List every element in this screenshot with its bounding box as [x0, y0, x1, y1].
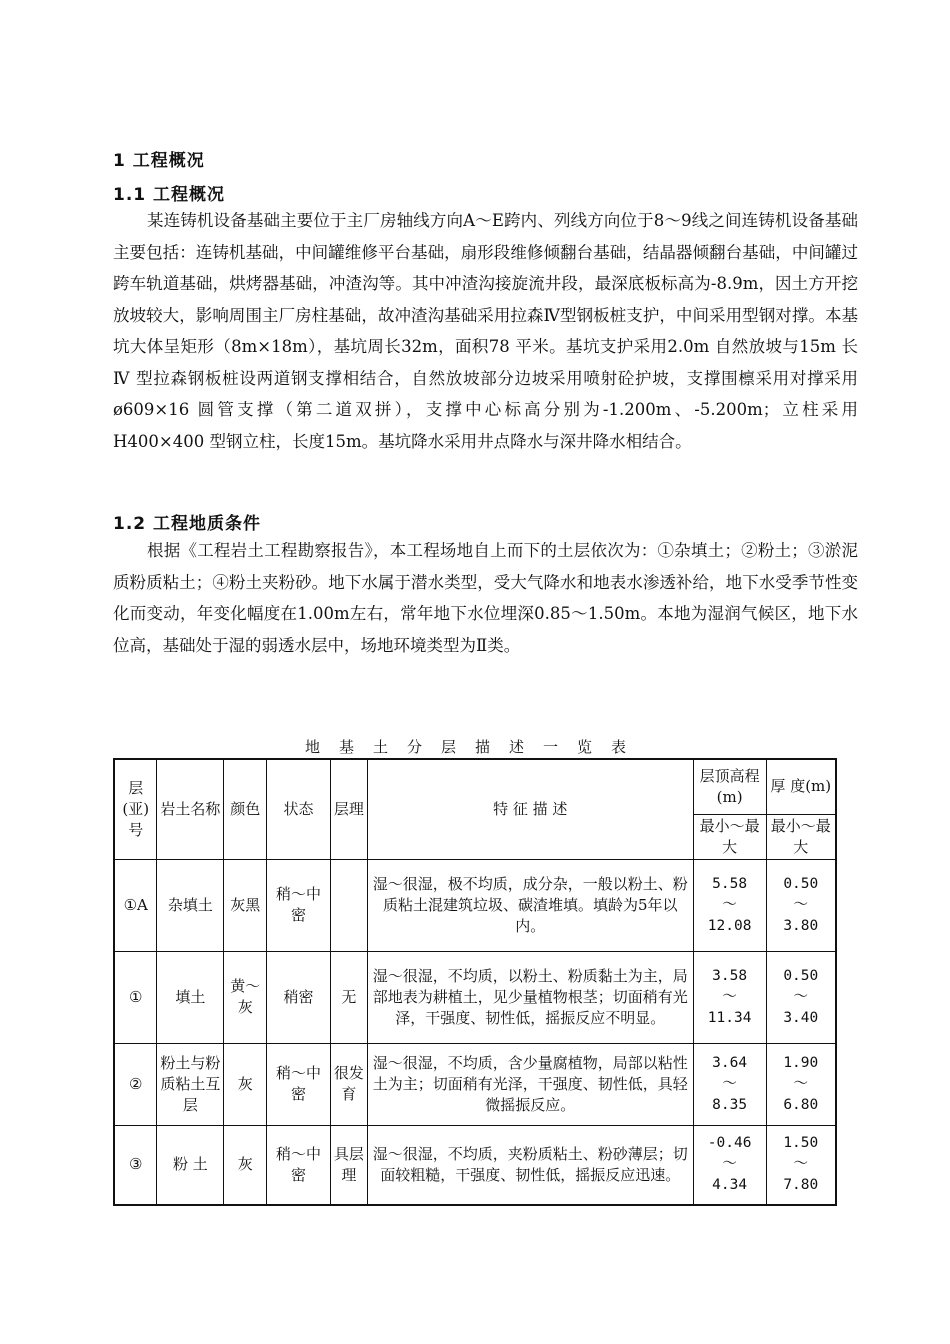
cell-bedding: 无	[330, 951, 367, 1043]
cell-color: 黄～灰	[224, 951, 267, 1043]
tilde: ～	[793, 1075, 809, 1092]
value-min: 3.58	[712, 967, 748, 984]
header-thickness: 厚 度(m)	[766, 759, 836, 814]
tilde: ～	[722, 896, 737, 913]
value-min: -0.46	[707, 1135, 752, 1152]
value-max: 12.08	[707, 917, 752, 934]
value-max: 6.80	[783, 1096, 819, 1113]
cell-thickness-range	[766, 859, 836, 951]
cell-features: 湿～很湿，不均质，夹粉质粘土、粉砂薄层；切面较粗糙，干强度、韧性低，摇振反应迅速。	[367, 1125, 693, 1205]
value-max: 7.80	[783, 1177, 819, 1194]
cell-name: 杂填土	[157, 859, 224, 951]
cell-layer: ①	[114, 951, 157, 1043]
table-caption: 地基土分层描述一览表	[304, 738, 645, 756]
value-min: 1.90	[783, 1054, 819, 1071]
tilde: ～	[793, 1156, 809, 1173]
tilde: ～	[722, 1075, 737, 1092]
cell-color: 灰黑	[224, 859, 267, 951]
cell-name: 粉土与粉质粘土互层	[157, 1043, 224, 1125]
header-name: 岩土名称	[157, 759, 224, 859]
cell-thickness-range	[766, 1125, 836, 1205]
table-row	[114, 1043, 836, 1125]
cell-top-range	[693, 1043, 766, 1125]
cell-features: 湿～很湿，不均质，含少量腐植物，局部以粘性土为主；切面稍有光泽，干强度、韧性低，具轻微摇振反应。	[367, 1043, 693, 1125]
value-min: 3.64	[712, 1054, 748, 1071]
header-state: 状态	[267, 759, 331, 859]
header-features: 特 征 描 述	[367, 759, 693, 859]
value-max: 11.34	[707, 1009, 752, 1026]
value-max: 4.34	[712, 1177, 748, 1194]
heading-1-2: 1.2 工程地质条件	[113, 514, 262, 534]
cell-layer: ③	[114, 1125, 157, 1205]
cell-thickness-range	[766, 1043, 836, 1125]
tilde: ～	[722, 1156, 737, 1173]
cell-color: 灰	[224, 1125, 267, 1205]
table-row	[114, 951, 836, 1043]
header-top-elevation: 层顶高程(m)	[693, 759, 766, 814]
cell-features: 湿～很湿，极不均质，成分杂，一般以粉土、粉质粘土混建筑垃圾、碳渣堆填。填龄为5年以内。	[367, 859, 693, 951]
soil-layer-table	[113, 758, 837, 1206]
cell-layer: ①A	[114, 859, 157, 951]
cell-state: 稍～中密	[267, 1043, 331, 1125]
value-min: 1.50	[783, 1135, 819, 1152]
cell-color: 灰	[224, 1043, 267, 1125]
paragraph-overview: 某连铸机设备基础主要位于主厂房轴线方向A～E跨内、列线方向位于8～9线之间连铸机设备基础主要包括：连铸机基础，中间罐维修平台基础，扇形段维修倾翻台基础，结晶器倾翻台基础，中间罐过跨车轨道基础，烘烤器基础，冲渣沟等。其中冲渣沟接旋流井段，最深底板标高为-8.9m，因土方开挖放坡较大，影响周围主厂房柱基础，故冲渣沟基础采用拉森Ⅳ型钢板桩支护，中间采用型钢对撑。本基坑大体呈矩形（8m×18m），基坑周长32m，面积78 平米。基坑支护采用2.0m 自然放坡与15m 长Ⅳ 型拉森钢板桩设两道钢支撑相结合，自然放坡部分边坡采用喷射砼护坡，支撑围檩采用对撑采用ø609×16 圆管支撑（第二道双拼），支撑中心标高分别为-1.200m、-5.200m；立柱采用H400×400 型钢立柱，长度15m。基坑降水采用井点降水与深井降水相结合。	[113, 211, 858, 451]
value-max: 8.35	[712, 1096, 748, 1113]
cell-top-range	[693, 951, 766, 1043]
paragraph-geology: 根据《工程岩土工程勘察报告》，本工程场地自上而下的土层依次为：①杂填土；②粉土；③淤泥质粉质粘土；④粉土夹粉砂。地下水属于潜水类型，受大气降水和地表水渗透补给，地下水受季节性变化而变动，年变化幅度在1.00m左右，常年地下水位埋深0.85～1.50m。本地为湿润气候区，地下水位高，基础处于湿的弱透水层中，场地环境类型为Ⅱ类。	[113, 541, 858, 655]
table-row	[114, 859, 836, 951]
cell-features: 湿～很湿，不均质，以粉土、粉质黏土为主，局部地表为耕植土，见少量植物根茎；切面稍有光泽，干强度、韧性低，摇振反应不明显。	[367, 951, 693, 1043]
heading-1-1: 1.1 工程概况	[113, 185, 226, 205]
header-color: 颜色	[224, 759, 267, 859]
cell-top-range	[693, 859, 766, 951]
table-row	[114, 1125, 836, 1205]
tilde: ～	[793, 896, 809, 913]
cell-bedding	[330, 859, 367, 951]
cell-thickness-range	[766, 951, 836, 1043]
header-thickness-range: 最小～最大	[766, 814, 836, 859]
value-max: 3.40	[783, 1009, 819, 1026]
cell-state: 稍密	[267, 951, 331, 1043]
tilde: ～	[793, 988, 809, 1005]
cell-top-range	[693, 1125, 766, 1205]
value-min: 5.58	[712, 875, 748, 892]
value-max: 3.80	[783, 917, 819, 934]
cell-name: 填土	[157, 951, 224, 1043]
header-top-range: 最小～最大	[693, 814, 766, 859]
heading-1: 1 工程概况	[113, 151, 205, 171]
value-min: 0.50	[783, 875, 819, 892]
header-layer: 层(亚)号	[114, 759, 157, 859]
cell-bedding: 很发育	[330, 1043, 367, 1125]
header-bedding: 层理	[330, 759, 367, 859]
tilde: ～	[722, 988, 737, 1005]
cell-name: 粉 土	[157, 1125, 224, 1205]
cell-state: 稍～中密	[267, 1125, 331, 1205]
cell-bedding: 具层理	[330, 1125, 367, 1205]
cell-layer: ②	[114, 1043, 157, 1125]
value-min: 0.50	[783, 967, 819, 984]
cell-state: 稍～中密	[267, 859, 331, 951]
